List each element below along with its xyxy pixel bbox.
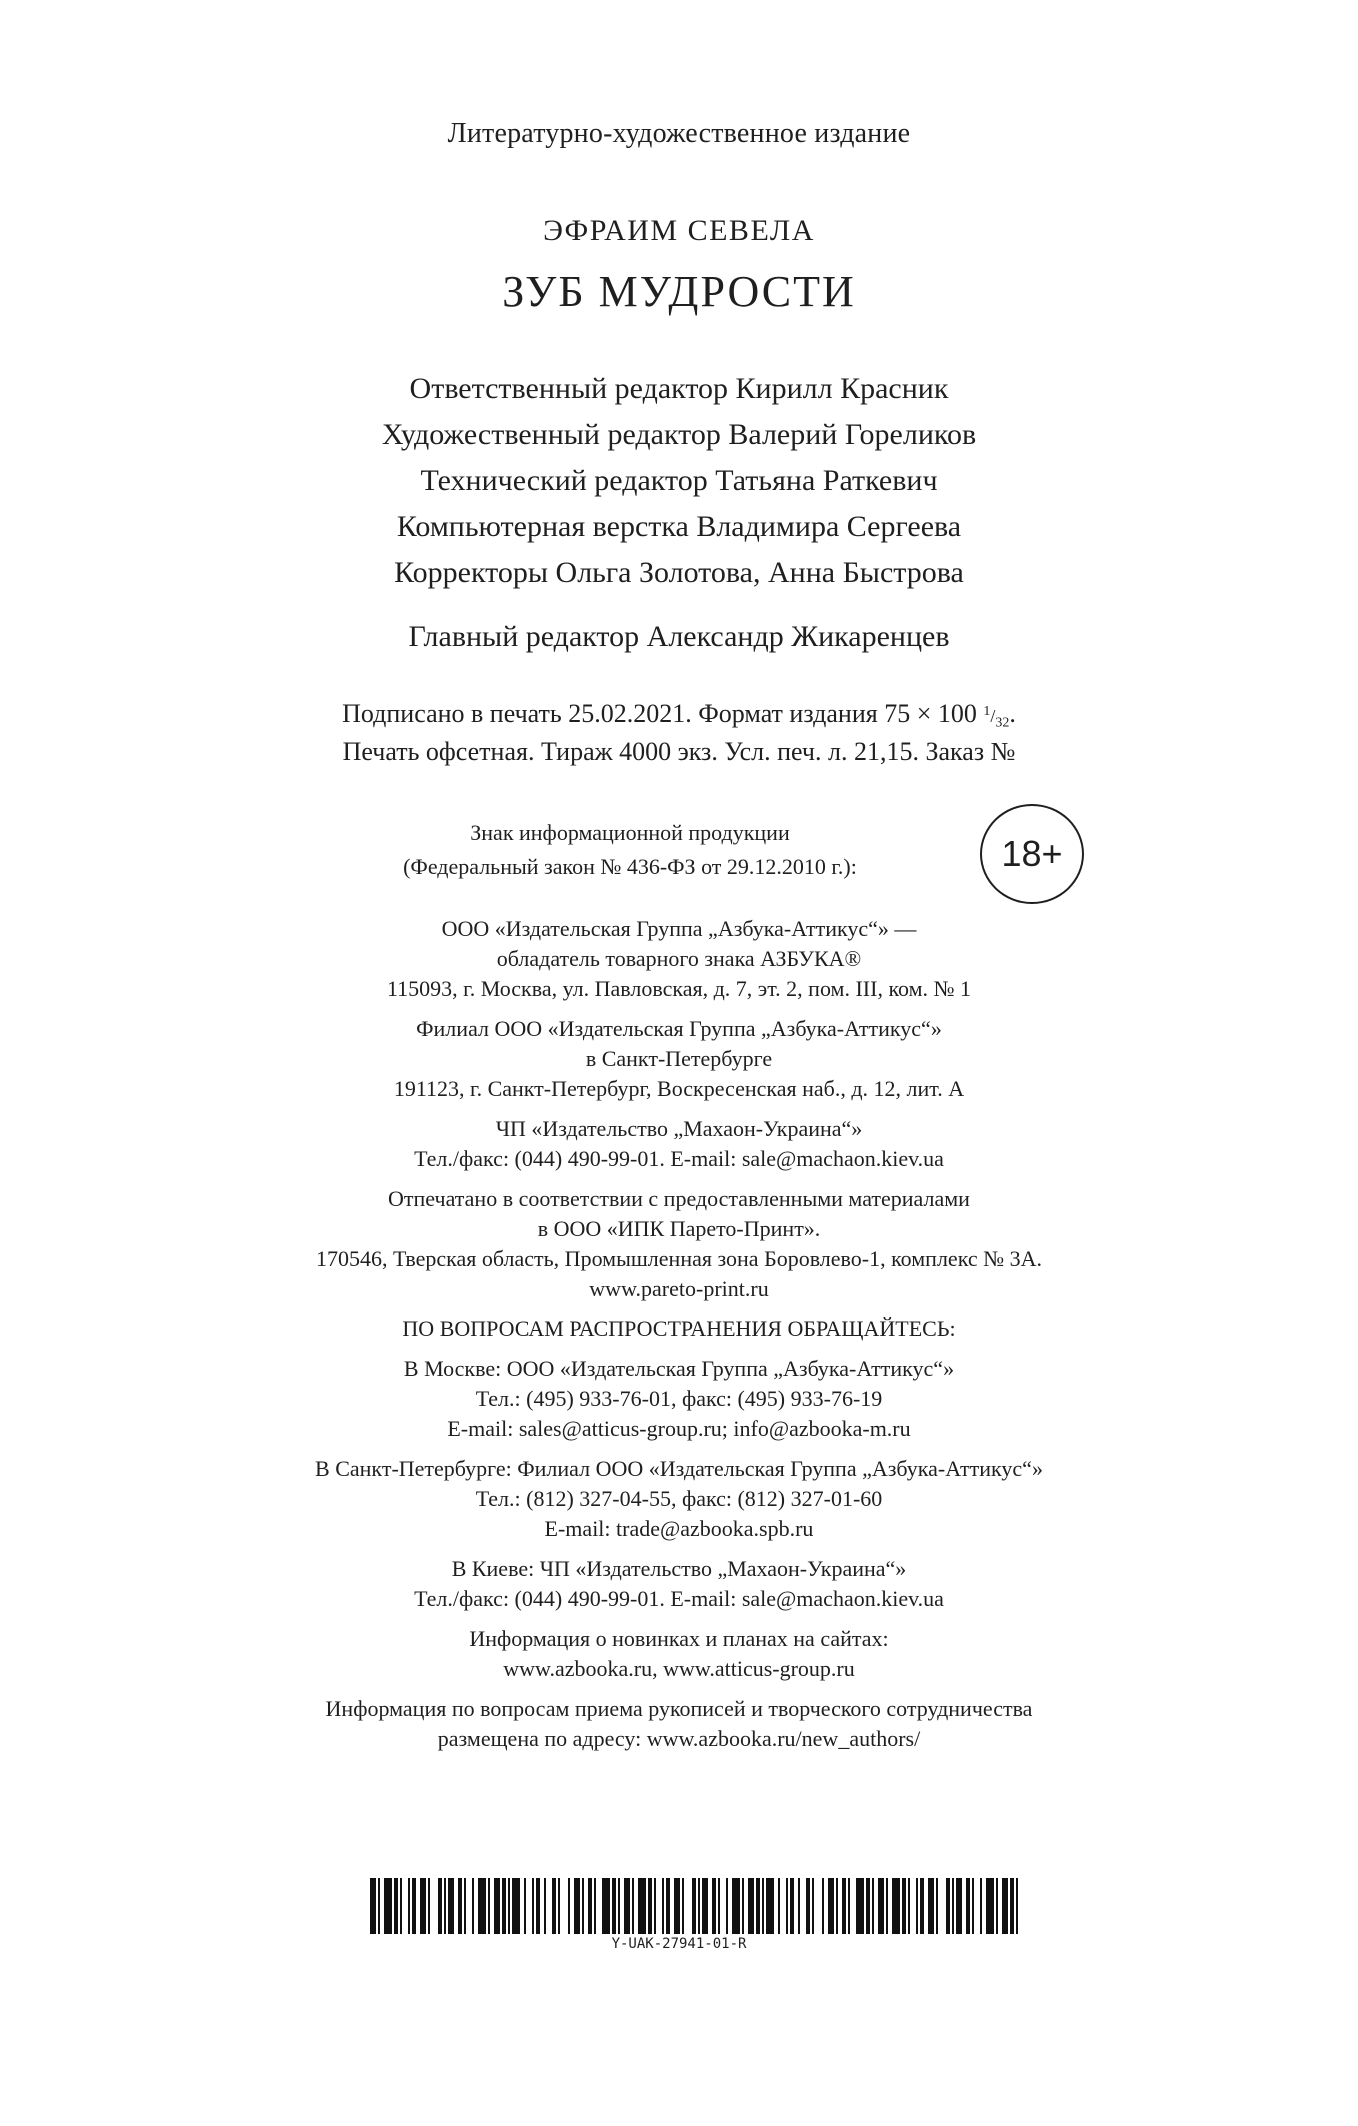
barcode-bar (674, 1878, 680, 1934)
barcode-bar (370, 1878, 376, 1934)
barcode-bar (624, 1878, 630, 1934)
barcode-bar (588, 1878, 592, 1934)
barcode-bar (632, 1878, 634, 1934)
barcode-bar (986, 1878, 994, 1934)
barcode-bar (558, 1878, 560, 1934)
print-line-1: Подписано в печать 25.02.2021. Формат издания 75 × 100 $^1/_{32}$. (342, 699, 1016, 731)
barcode-bar (908, 1878, 910, 1934)
barcode-bar (892, 1878, 900, 1934)
book-title: ЗУБ МУДРОСТИ (502, 267, 856, 316)
barcode-bar (1010, 1878, 1014, 1934)
barcode-bar (662, 1878, 664, 1934)
distribution-line: E-mail: sales@atticus-group.ru; info@azbooka-m.ru (447, 1416, 911, 1441)
barcode-bar (574, 1878, 580, 1934)
barcode-bar (790, 1878, 794, 1934)
publisher-line: в Санкт-Петербурге (585, 1046, 773, 1071)
publisher-line: 191123, г. Санкт-Петербург, Воскресенская наб., д. 12, лит. А (393, 1076, 965, 1101)
barcode-bar (866, 1878, 870, 1934)
barcode-bar (748, 1878, 754, 1934)
barcode-bar (384, 1878, 392, 1934)
distribution-line: Информация по вопросам приема рукописей и творческого сотрудничества (325, 1696, 1033, 1721)
barcode-bar (618, 1878, 620, 1934)
barcode-bar (886, 1878, 888, 1934)
barcode-bar (718, 1878, 720, 1934)
staff-line: Компьютерная верстка Владимира Сергеева (396, 510, 962, 543)
distribution-heading: ПО ВОПРОСАМ РАСПРОСТРАНЕНИЯ ОБРАЩАЙТЕСЬ: (402, 1316, 956, 1341)
barcode-bar (408, 1878, 410, 1934)
printer-line: в ООО «ИПК Парето-Принт». (537, 1216, 821, 1241)
barcode-bar (568, 1878, 570, 1934)
barcode-bar (582, 1878, 584, 1934)
print-line-1-text: Подписано в печать 25.02.2021. Формат издания 75 × 100 (342, 699, 977, 728)
distribution-line: Информация о новинках и планах на сайтах: (469, 1626, 889, 1651)
barcode-bar (494, 1878, 500, 1934)
barcode-bar (488, 1878, 490, 1934)
distribution-line: Тел.: (812) 327-04-55, факс: (812) 327-01-60 (475, 1486, 883, 1511)
barcode-bar (786, 1878, 788, 1934)
barcode-bar (778, 1878, 780, 1934)
barcode-bar (712, 1878, 716, 1934)
barcode-bar (666, 1878, 670, 1934)
barcode-bar (872, 1878, 874, 1934)
distribution-line: размещена по адресу: www.azbooka.ru/new_authors/ (437, 1726, 921, 1751)
barcode-bar (742, 1878, 744, 1934)
publisher-line: ООО «Издательская Группа „Азбука-Аттикус“» — (441, 916, 917, 941)
barcode-bar (766, 1878, 774, 1934)
barcode-bar (552, 1878, 556, 1934)
barcode-bar (936, 1878, 938, 1934)
barcode-bar (972, 1878, 974, 1934)
barcode-bar (508, 1878, 510, 1934)
barcode-bar (512, 1878, 520, 1934)
barcode-bar (648, 1878, 652, 1934)
distribution-line: В Москве: ООО «Издательская Группа „Азбука-Аттикус“» (403, 1356, 955, 1381)
publisher-line: 115093, г. Москва, ул. Павловская, д. 7, эт. 2, пом. III, ком. № 1 (386, 976, 972, 1001)
barcode-bar (602, 1878, 610, 1934)
barcode-bar (594, 1878, 596, 1934)
barcode-bar (1002, 1878, 1008, 1934)
barcode-bar (400, 1878, 402, 1934)
barcode-bar (654, 1878, 656, 1934)
barcode-bar (420, 1878, 426, 1934)
barcode-bar (762, 1878, 764, 1934)
barcode-bar (812, 1878, 814, 1934)
edition-type: Литературно-художественное издание (447, 118, 911, 149)
barcode-bar (394, 1878, 398, 1934)
printer-line: Отпечатано в соответствии с предоставленными материалами (388, 1186, 970, 1211)
format-numerator: 1 (983, 704, 991, 719)
barcode-bar (996, 1878, 998, 1934)
barcode-bar (448, 1878, 454, 1934)
chief-editor: Главный редактор Александр Жикаренцев (408, 620, 950, 653)
publisher-line: обладатель товарного знака АЗБУКА® (496, 946, 862, 971)
barcode-bar (544, 1878, 546, 1934)
barcode-bar (438, 1878, 442, 1934)
barcode-bar (920, 1878, 924, 1934)
barcode-bar (464, 1878, 466, 1934)
barcode-bar (478, 1878, 486, 1934)
barcode-bar (916, 1878, 918, 1934)
barcode-bar (412, 1878, 416, 1934)
barcode-bar (638, 1878, 646, 1934)
barcode (370, 1878, 1018, 1934)
staff-line: Художественный редактор Валерий Гореликов (381, 418, 977, 451)
staff-line: Корректоры Ольга Золотова, Анна Быстрова (394, 556, 964, 589)
barcode-bar (682, 1878, 684, 1934)
barcode-bar (536, 1878, 540, 1934)
distribution-line: www.azbooka.ru, www.atticus-group.ru (503, 1656, 855, 1681)
printer-line: 170546, Тверская область, Промышленная зона Боровлево-1, комплекс № 3А. (316, 1246, 1042, 1271)
publisher-line: Тел./факс: (044) 490-99-01. E-mail: sale@machaon.kiev.ua (414, 1146, 944, 1171)
format-fraction: $^1/_{32}$ (983, 704, 1010, 731)
barcode-bar (966, 1878, 970, 1934)
barcode-bar (702, 1878, 708, 1934)
format-denominator: 32 (995, 715, 1010, 731)
publisher-info (0, 914, 1358, 1754)
barcode-bar (928, 1878, 934, 1934)
barcode-bar (444, 1878, 446, 1934)
barcode-bar (822, 1878, 824, 1934)
age-rating-badge: 18+ (980, 804, 1084, 904)
barcode-bar (502, 1878, 506, 1934)
barcode-bar (878, 1878, 884, 1934)
distribution-line: Тел.: (495) 933-76-01, факс: (495) 933-76-19 (475, 1386, 883, 1411)
barcode-bar (952, 1878, 954, 1934)
barcode-bar (458, 1878, 462, 1934)
barcode-bar (732, 1878, 740, 1934)
publisher-line: ЧП «Издательство „Махаон-Украина“» (495, 1116, 863, 1141)
barcode-bar (472, 1878, 474, 1934)
print-details (0, 696, 1358, 770)
age-rating-block (290, 804, 1090, 904)
barcode-bar (798, 1878, 800, 1934)
barcode-bar (806, 1878, 810, 1934)
barcode-bar (524, 1878, 526, 1934)
barcode-bar (756, 1878, 760, 1934)
barcode-bar (692, 1878, 696, 1934)
barcode-bar (428, 1878, 430, 1934)
barcode-bar (612, 1878, 616, 1934)
barcode-bar (828, 1878, 834, 1934)
distribution-line: В Санкт-Петербурге: Филиал ООО «Издательская Группа „Азбука-Аттикус“» (315, 1456, 1043, 1481)
distribution-line: Тел./факс: (044) 490-99-01. E-mail: sale@machaon.kiev.ua (414, 1586, 944, 1611)
distribution-line: В Киеве: ЧП «Издательство „Махаон-Украина“» (451, 1556, 907, 1581)
barcode-bar (902, 1878, 906, 1934)
print-line-2: Печать офсетная. Тираж 4000 экз. Усл. печ. л. 21,15. Заказ № (342, 737, 1016, 766)
barcode-bar (946, 1878, 950, 1934)
publisher-line: Филиал ООО «Издательская Группа „Азбука-Аттикус“» (416, 1016, 942, 1041)
barcode-bar (378, 1878, 380, 1934)
author-name: ЭФРАИМ СЕВЕЛА (543, 214, 815, 247)
staff-line: Ответственный редактор Кирилл Красник (409, 372, 949, 405)
barcode-bar (956, 1878, 962, 1934)
staff-line: Технический редактор Татьяна Раткевич (420, 464, 938, 497)
barcode-bar (698, 1878, 700, 1934)
barcode-text: Y-UAK-27941-01-R (611, 1936, 747, 1952)
printer-line: www.pareto-print.ru (589, 1276, 769, 1301)
age-rating-line-1: Знак информационной продукции (470, 820, 790, 845)
distribution-line: E-mail: trade@azbooka.spb.ru (544, 1516, 814, 1541)
staff-credits (0, 366, 1358, 596)
barcode-bar (856, 1878, 864, 1934)
barcode-bar (532, 1878, 534, 1934)
age-rating-line-2: (Федеральный закон № 436-ФЗ от 29.12.2010 г.): (403, 854, 857, 879)
age-rating-text (290, 816, 970, 884)
barcode-bar (842, 1878, 846, 1934)
barcode-bar (836, 1878, 838, 1934)
barcode-bar (980, 1878, 982, 1934)
barcode-bar (726, 1878, 728, 1934)
barcode-bar (848, 1878, 850, 1934)
barcode-bar (1016, 1878, 1018, 1934)
